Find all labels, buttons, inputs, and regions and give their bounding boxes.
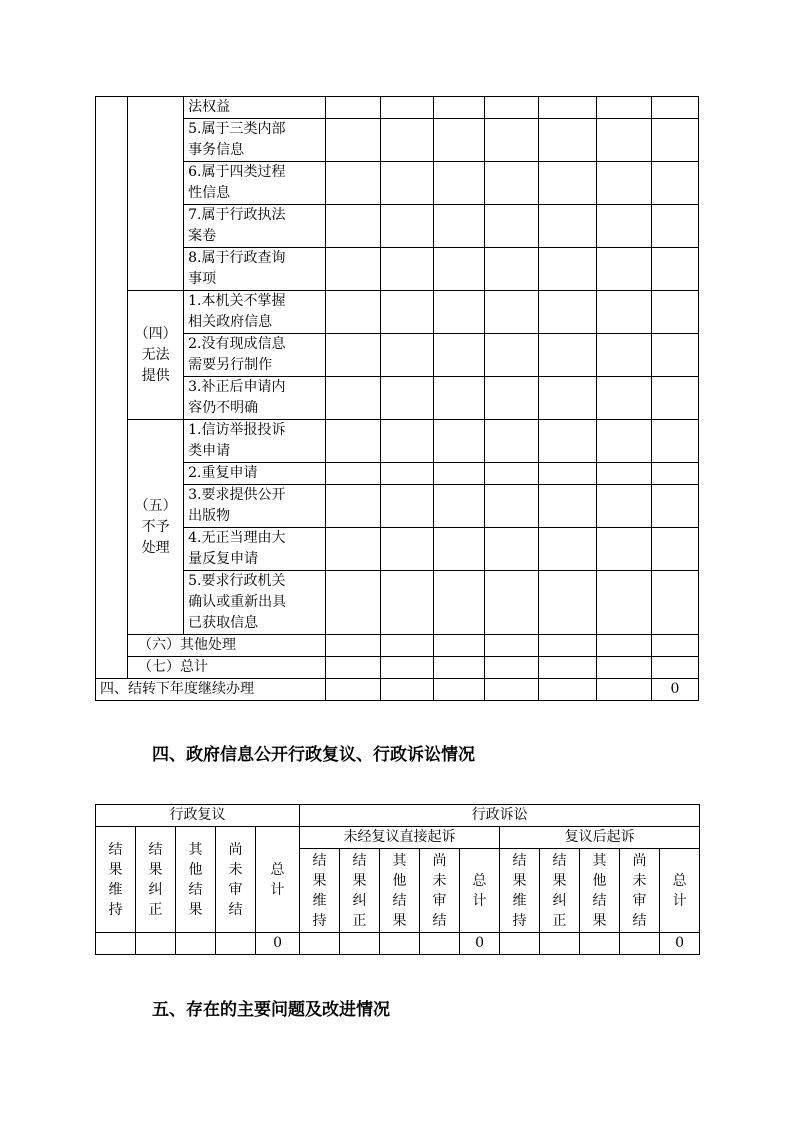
value-cell xyxy=(651,119,698,162)
value-cell xyxy=(596,162,651,205)
value-cell xyxy=(596,334,651,377)
value-cell xyxy=(433,679,484,701)
value-cell xyxy=(596,97,651,119)
value-cell: 0 xyxy=(460,933,500,955)
review-col-header: 其 他 结 果 xyxy=(176,827,216,933)
item-label: 3.补正后申请内 容仍不明确 xyxy=(184,377,326,420)
value-cell xyxy=(484,635,538,657)
value-cell xyxy=(381,528,433,571)
litigation-col-header: 其 他 结 果 xyxy=(580,849,620,933)
litigation-col-header: 其 他 结 果 xyxy=(380,849,420,933)
section5-heading: 五、存在的主要问题及改进情况 xyxy=(152,1000,390,1020)
value-cell xyxy=(596,377,651,420)
value-cell xyxy=(538,528,596,571)
section4-heading: 四、政府信息公开行政复议、行政诉讼情况 xyxy=(152,745,475,765)
table-row xyxy=(96,528,699,571)
value-cell xyxy=(381,635,433,657)
value-cell xyxy=(484,334,538,377)
value-cell xyxy=(381,119,433,162)
value-cell: 0 xyxy=(256,933,300,955)
item-label: 2.重复申请 xyxy=(184,463,326,485)
value-cell xyxy=(381,463,433,485)
value-cell xyxy=(500,933,540,955)
value-cell xyxy=(538,97,596,119)
value-cell xyxy=(340,933,380,955)
value-cell xyxy=(651,420,698,463)
value-cell xyxy=(651,291,698,334)
value-cell xyxy=(326,463,381,485)
value-cell xyxy=(651,248,698,291)
value-cell xyxy=(596,205,651,248)
value-cell xyxy=(381,377,433,420)
value-cell xyxy=(538,291,596,334)
review-col-header: 结 果 维 持 xyxy=(96,827,136,933)
value-cell xyxy=(540,933,580,955)
value-cell xyxy=(381,420,433,463)
value-cell xyxy=(484,679,538,701)
value-cell xyxy=(326,291,381,334)
value-cell xyxy=(326,657,381,679)
item-label: 8.属于行政查询 事项 xyxy=(184,248,326,291)
value-cell xyxy=(326,485,381,528)
value-cell xyxy=(381,248,433,291)
carry-over-total: 0 xyxy=(651,679,698,701)
litigation-col-header: 结 果 维 持 xyxy=(300,849,340,933)
value-cell xyxy=(381,291,433,334)
group5-label: （五） 不予 处理 xyxy=(128,420,184,635)
value-cell xyxy=(433,97,484,119)
value-cell xyxy=(651,162,698,205)
litigation-col-header: 结 果 纠 正 xyxy=(540,849,580,933)
value-cell xyxy=(484,485,538,528)
value-cell xyxy=(381,571,433,635)
value-cell xyxy=(596,463,651,485)
table-row xyxy=(96,162,699,205)
value-cell xyxy=(538,119,596,162)
value-cell xyxy=(433,463,484,485)
table-row xyxy=(96,248,699,291)
review-col-header: 总 计 xyxy=(256,827,300,933)
value-cell xyxy=(433,334,484,377)
value-cell xyxy=(380,933,420,955)
table-row xyxy=(96,635,699,657)
after-review-suit-header: 复议后起诉 xyxy=(500,827,700,849)
left-spacer-cell xyxy=(96,97,128,679)
review-col-header: 结 果 纠 正 xyxy=(136,827,176,933)
item-label: 5.属于三类内部 事务信息 xyxy=(184,119,326,162)
table-row xyxy=(96,291,699,334)
value-cell xyxy=(300,933,340,955)
item-label: 3.要求提供公开 出版物 xyxy=(184,485,326,528)
table-row xyxy=(96,463,699,485)
value-cell xyxy=(538,463,596,485)
value-cell xyxy=(484,205,538,248)
table-row xyxy=(96,119,699,162)
value-cell xyxy=(538,420,596,463)
value-cell xyxy=(484,571,538,635)
table-row xyxy=(96,679,699,701)
value-cell xyxy=(484,528,538,571)
value-cell xyxy=(484,420,538,463)
value-cell xyxy=(596,119,651,162)
value-cell xyxy=(433,528,484,571)
direct-suit-header: 未经复议直接起诉 xyxy=(300,827,500,849)
value-cell xyxy=(484,248,538,291)
value-cell xyxy=(433,377,484,420)
value-cell xyxy=(326,528,381,571)
value-cell xyxy=(651,97,698,119)
value-cell xyxy=(326,420,381,463)
table-row xyxy=(96,97,699,119)
review-header: 行政复议 xyxy=(96,805,300,827)
table-row xyxy=(96,205,699,248)
item-label: 1.本机关不掌握 相关政府信息 xyxy=(184,291,326,334)
value-cell xyxy=(420,933,460,955)
total-label: （七）总计 xyxy=(128,657,326,679)
value-cell xyxy=(580,933,620,955)
value-cell xyxy=(326,635,381,657)
value-cell xyxy=(326,162,381,205)
item-label: 2.没有现成信息 需要另行制作 xyxy=(184,334,326,377)
item-label: 法权益 xyxy=(184,97,326,119)
value-cell xyxy=(620,933,660,955)
value-cell xyxy=(433,248,484,291)
review-litigation-table xyxy=(95,804,700,955)
litigation-col-header: 结 果 维 持 xyxy=(500,849,540,933)
value-cell xyxy=(326,119,381,162)
value-cell xyxy=(326,571,381,635)
value-cell xyxy=(381,97,433,119)
value-cell xyxy=(651,334,698,377)
table-row xyxy=(96,485,699,528)
table-row xyxy=(96,420,699,463)
table-row xyxy=(96,334,699,377)
value-cell xyxy=(433,205,484,248)
value-cell xyxy=(651,377,698,420)
value-cell xyxy=(538,377,596,420)
value-cell xyxy=(381,162,433,205)
litigation-col-header: 结 果 纠 正 xyxy=(340,849,380,933)
value-cell xyxy=(381,205,433,248)
other-processing-label: （六）其他处理 xyxy=(128,635,326,657)
value-cell xyxy=(596,657,651,679)
value-cell xyxy=(326,205,381,248)
value-cell xyxy=(484,119,538,162)
group3-label-cell xyxy=(128,97,184,291)
table-row xyxy=(96,571,699,635)
value-cell xyxy=(96,933,136,955)
value-cell xyxy=(651,463,698,485)
value-cell xyxy=(216,933,256,955)
value-cell xyxy=(651,657,698,679)
value-cell xyxy=(326,248,381,291)
value-cell xyxy=(651,571,698,635)
value-cell xyxy=(538,571,596,635)
carry-over-label: 四、结转下年度继续办理 xyxy=(96,679,326,701)
item-label: 1.信访举报投诉 类申请 xyxy=(184,420,326,463)
value-cell xyxy=(596,635,651,657)
value-cell xyxy=(596,420,651,463)
value-cell xyxy=(381,657,433,679)
value-cell xyxy=(433,162,484,205)
value-cell xyxy=(176,933,216,955)
value-cell xyxy=(433,635,484,657)
table-row xyxy=(96,657,699,679)
value-cell xyxy=(433,420,484,463)
value-cell xyxy=(596,679,651,701)
value-cell xyxy=(538,485,596,528)
value-cell xyxy=(651,528,698,571)
value-cell xyxy=(596,571,651,635)
value-cell xyxy=(651,205,698,248)
application-handling-table xyxy=(95,96,699,701)
value-cell xyxy=(136,933,176,955)
litigation-header: 行政诉讼 xyxy=(300,805,700,827)
value-cell xyxy=(596,248,651,291)
litigation-col-header: 尚 未 审 结 xyxy=(620,849,660,933)
value-cell xyxy=(433,291,484,334)
value-cell xyxy=(484,377,538,420)
item-label: 4.无正当理由大 量反复申请 xyxy=(184,528,326,571)
value-cell xyxy=(433,571,484,635)
value-cell: 0 xyxy=(660,933,700,955)
item-label: 6.属于四类过程 性信息 xyxy=(184,162,326,205)
value-cell xyxy=(484,463,538,485)
table-row xyxy=(96,377,699,420)
value-cell xyxy=(651,485,698,528)
value-cell xyxy=(484,291,538,334)
value-cell xyxy=(326,97,381,119)
value-cell xyxy=(326,377,381,420)
value-cell xyxy=(433,119,484,162)
litigation-col-header: 尚 未 审 结 xyxy=(420,849,460,933)
value-cell xyxy=(433,657,484,679)
value-cell xyxy=(538,162,596,205)
litigation-col-header: 总 计 xyxy=(460,849,500,933)
item-label: 7.属于行政执法 案卷 xyxy=(184,205,326,248)
value-cell xyxy=(381,679,433,701)
value-cell xyxy=(538,679,596,701)
value-cell xyxy=(484,97,538,119)
value-cell xyxy=(596,291,651,334)
value-cell xyxy=(433,485,484,528)
value-cell xyxy=(484,657,538,679)
group4-label: （四） 无法 提供 xyxy=(128,291,184,420)
value-cell xyxy=(326,679,381,701)
item-label: 5.要求行政机关 确认或重新出具 已获取信息 xyxy=(184,571,326,635)
value-cell xyxy=(538,248,596,291)
value-cell xyxy=(596,485,651,528)
value-cell xyxy=(538,635,596,657)
review-col-header: 尚 未 审 结 xyxy=(216,827,256,933)
value-cell xyxy=(596,528,651,571)
value-cell xyxy=(651,635,698,657)
value-cell xyxy=(381,334,433,377)
value-cell xyxy=(484,162,538,205)
value-cell xyxy=(538,334,596,377)
value-cell xyxy=(538,657,596,679)
value-cell xyxy=(381,485,433,528)
value-cell xyxy=(326,334,381,377)
value-cell xyxy=(538,205,596,248)
litigation-col-header: 总 计 xyxy=(660,849,700,933)
